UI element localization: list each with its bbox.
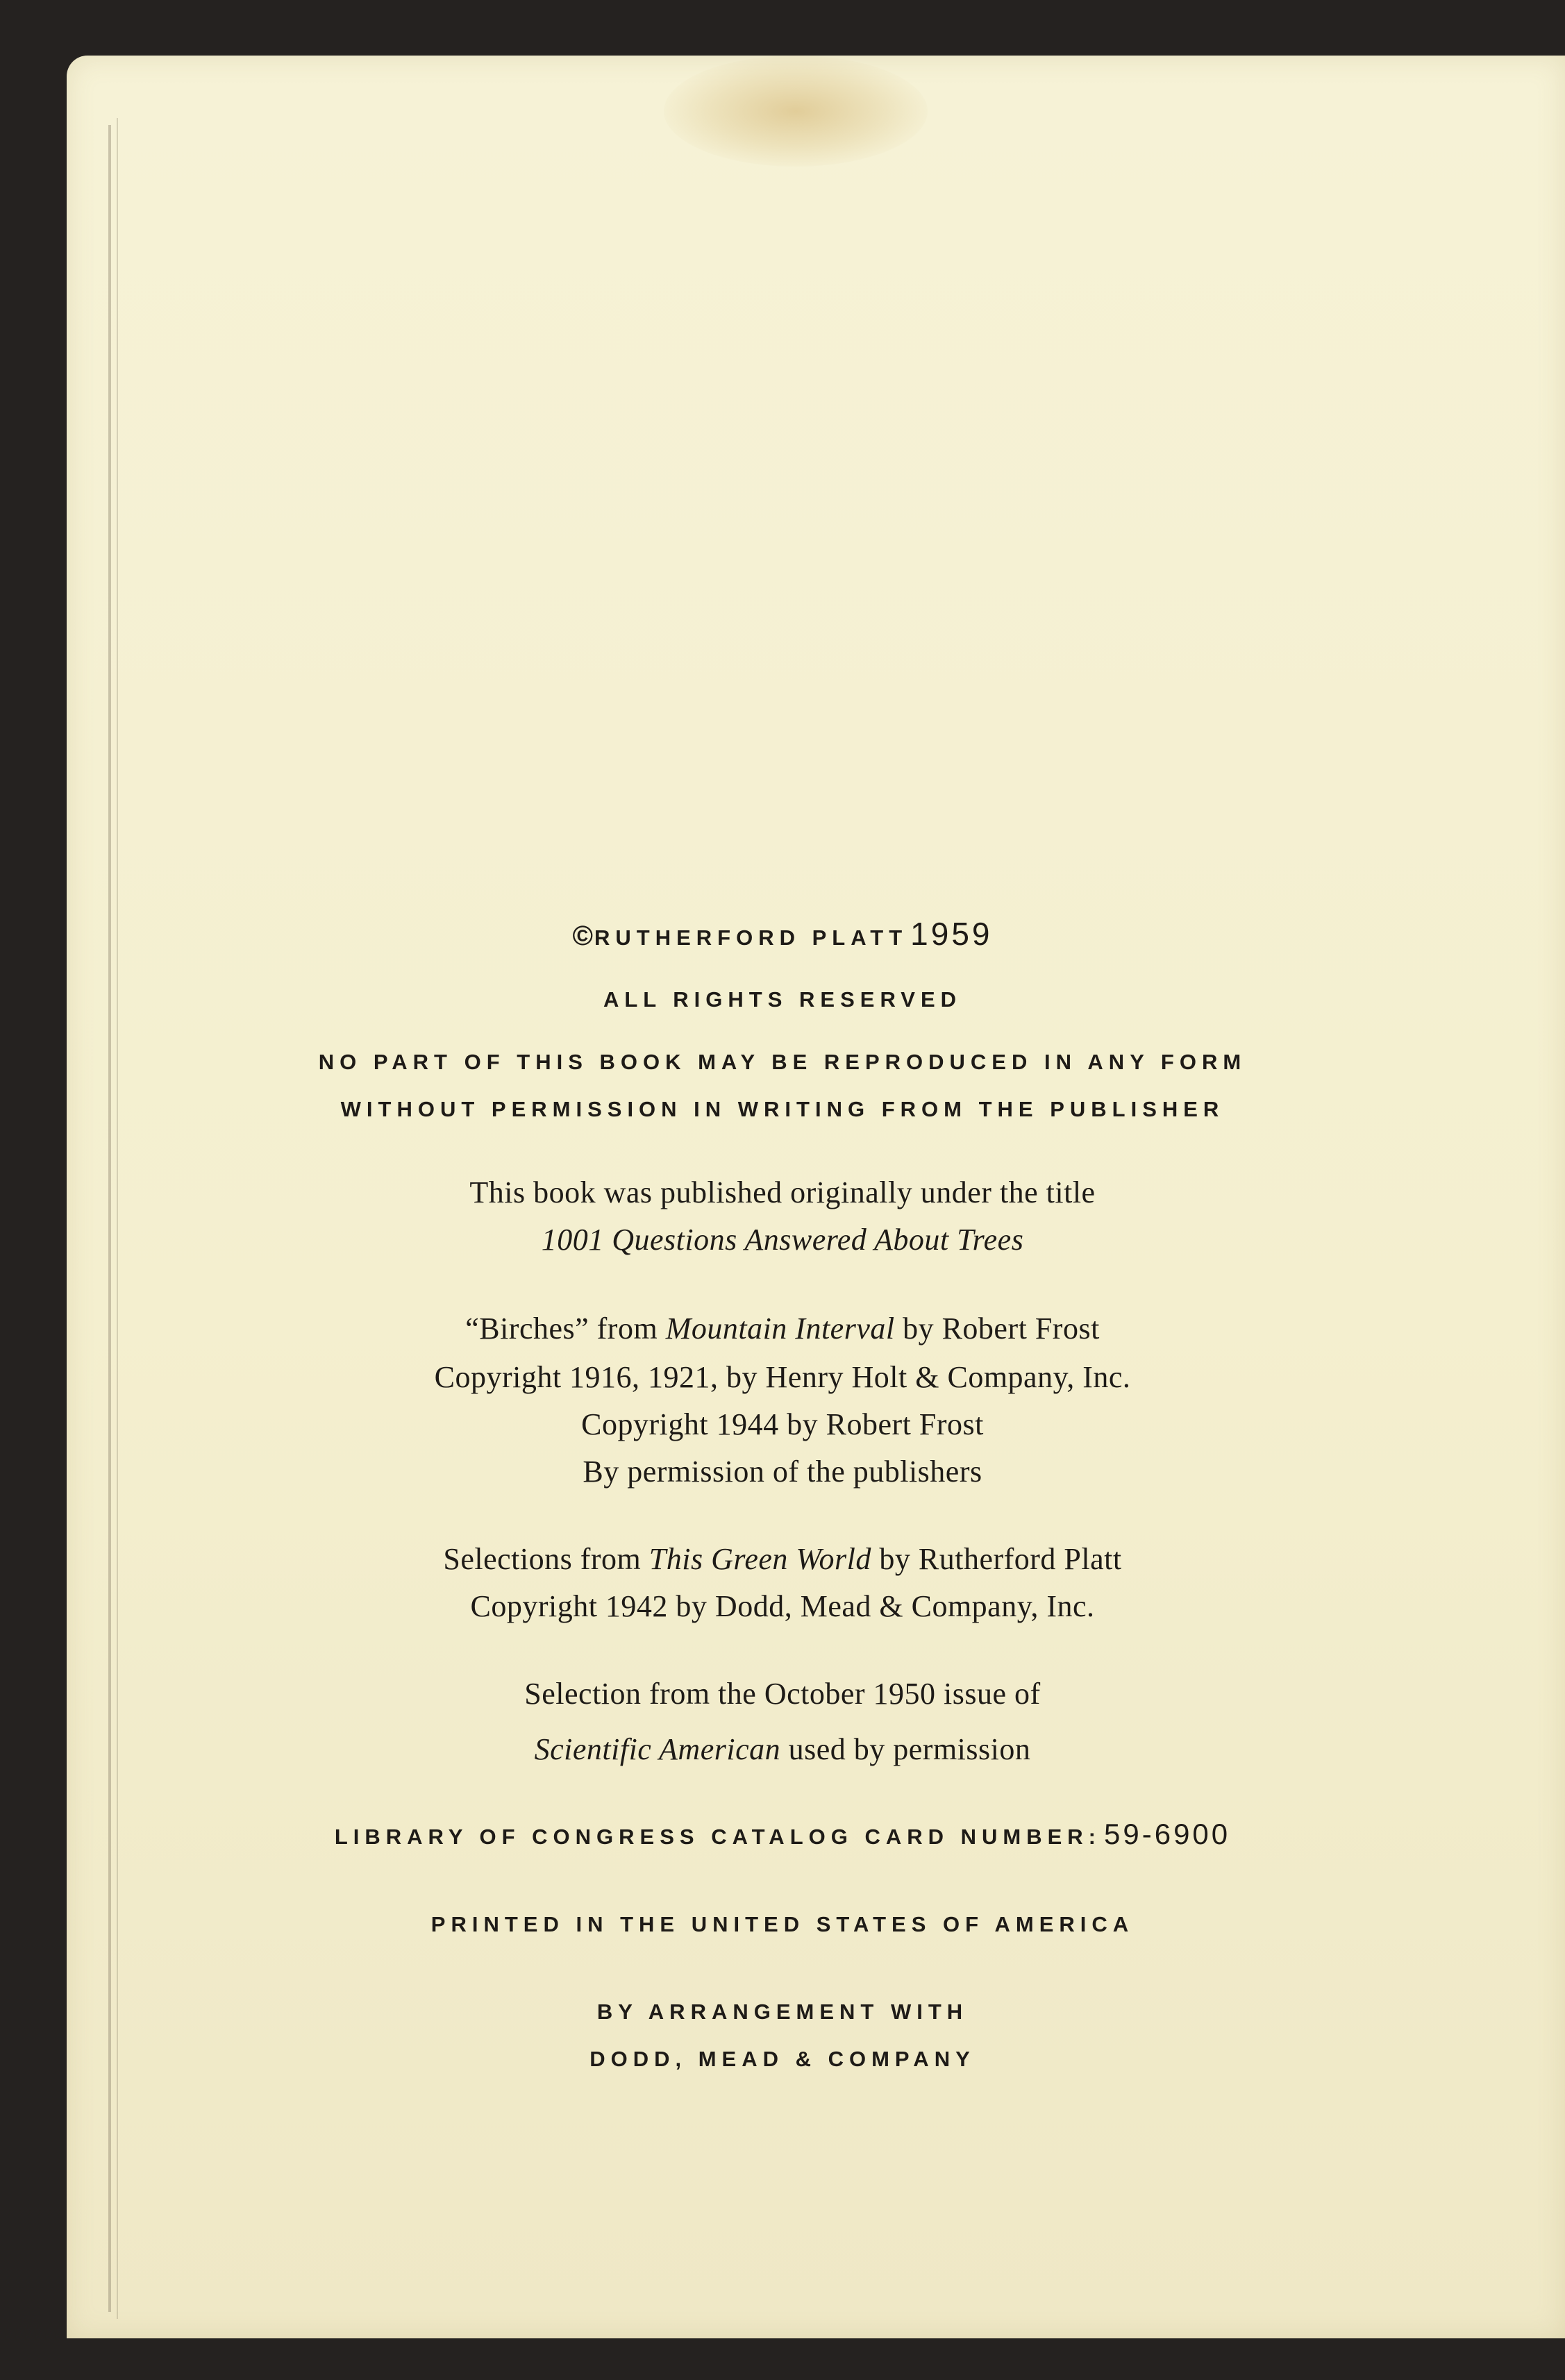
- selections-prefix: Selections from: [443, 1542, 642, 1576]
- scientific-american-line-2: [0, 1732, 1565, 1767]
- copyright-holder: RUTHERFORD PLATT: [594, 925, 908, 950]
- rights-reserved: ALL RIGHTS RESERVED: [603, 987, 962, 1012]
- catalog-number-line: [0, 1818, 1565, 1851]
- book-title: This Green World: [648, 1542, 871, 1576]
- copyright-line: [0, 915, 1565, 953]
- book-title: Mountain Interval: [665, 1311, 895, 1346]
- permission-suffix: used by permission: [788, 1732, 1031, 1766]
- poem-title: “Birches”: [465, 1311, 589, 1346]
- catalog-number: 59-6900: [1104, 1818, 1231, 1850]
- birches-permission: By permission of the publishers: [583, 1455, 982, 1489]
- page-edge-line: [108, 125, 111, 2312]
- birches-credit-line: [0, 1311, 1565, 1346]
- arrangement-line-1: BY ARRANGEMENT WITH: [596, 2000, 969, 2024]
- printed-in-usa: PRINTED IN THE UNITED STATES OF AMERICA: [430, 1912, 1135, 1936]
- green-world-copyright: Copyright 1942 by Dodd, Mead & Company, Inc.: [470, 1589, 1095, 1623]
- original-title-intro: This book was published originally under the title: [469, 1175, 1096, 1209]
- scientific-american-line-1: Selection from the October 1950 issue of: [524, 1677, 1041, 1711]
- from-word: from: [596, 1311, 658, 1346]
- birches-copyright-1: Copyright 1916, 1921, by Henry Holt & Company, Inc.: [434, 1360, 1131, 1394]
- catalog-label: LIBRARY OF CONGRESS CATALOG CARD NUMBER:: [334, 1825, 1102, 1849]
- magazine-title: Scientific American: [534, 1732, 781, 1766]
- green-world-credit-line: [0, 1541, 1565, 1577]
- page-edge-line: [117, 118, 118, 2319]
- birches-copyright-2: Copyright 1944 by Robert Frost: [581, 1407, 984, 1441]
- reproduction-notice-line-1: NO PART OF THIS BOOK MAY BE REPRODUCED IN ANY FORM: [318, 1050, 1247, 1074]
- author: by Robert Frost: [903, 1311, 1100, 1346]
- reproduction-notice-line-2: WITHOUT PERMISSION IN WRITING FROM THE PUBLISHER: [340, 1097, 1225, 1121]
- arrangement-line-2: DODD, MEAD & COMPANY: [589, 2047, 976, 2071]
- copyright-year: 1959: [910, 916, 993, 952]
- author: by Rutherford Platt: [879, 1542, 1122, 1576]
- copyright-symbol: ©: [572, 921, 594, 951]
- original-title: 1001 Questions Answered About Trees: [541, 1223, 1024, 1257]
- page-stain: [664, 56, 928, 167]
